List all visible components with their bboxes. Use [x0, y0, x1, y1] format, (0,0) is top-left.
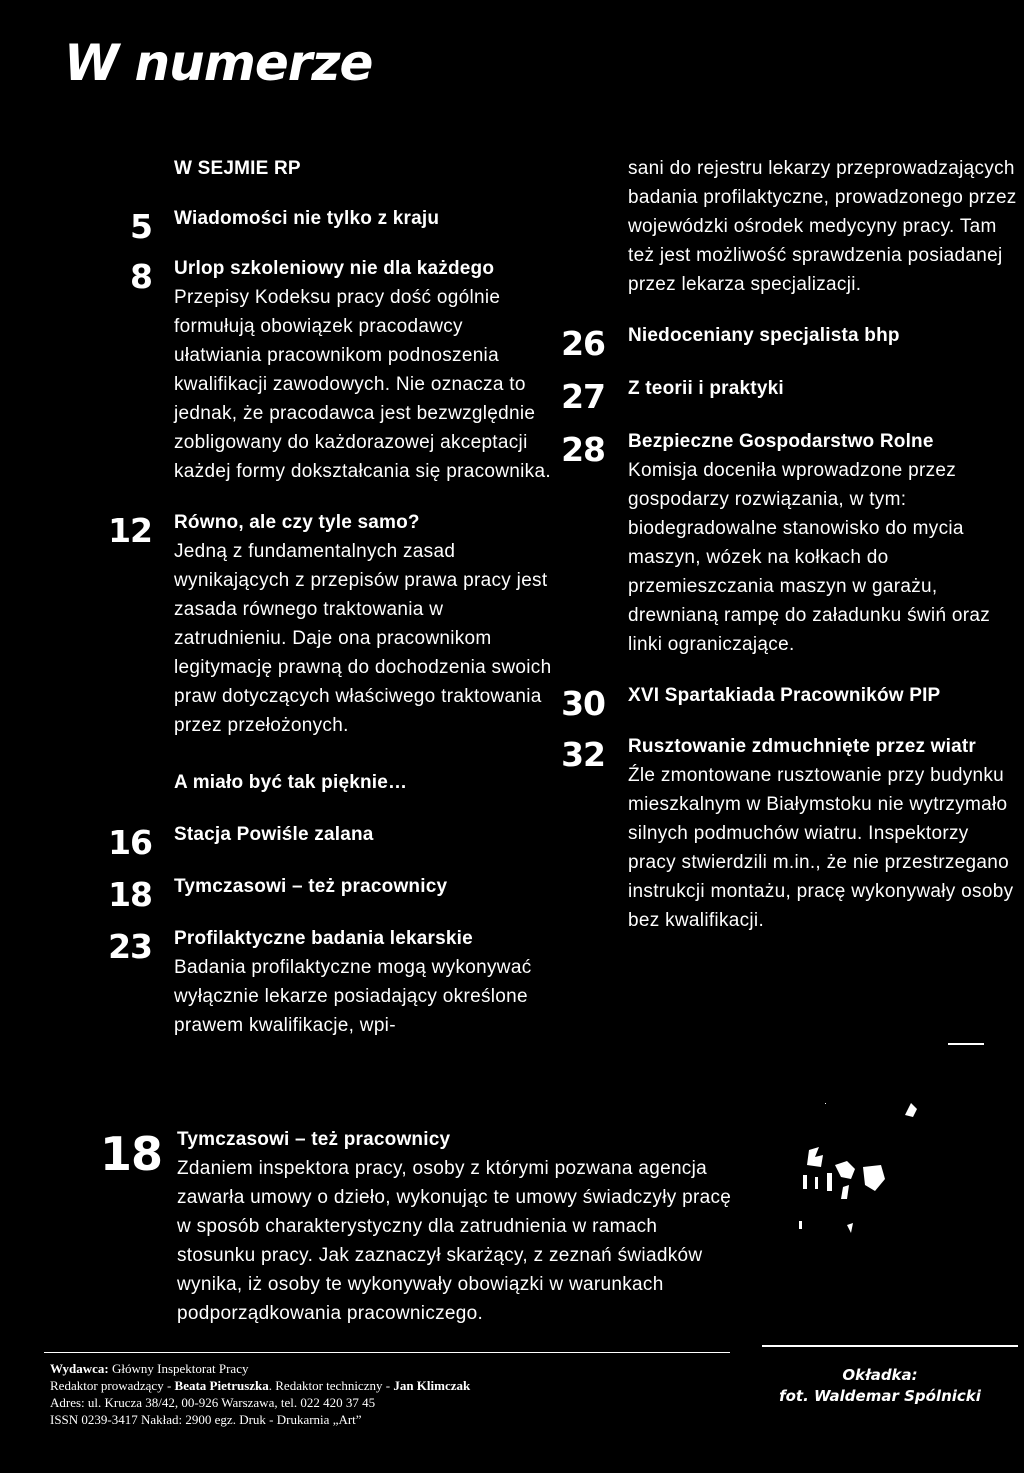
entry-title: Profilaktyczne badania lekarskie: [174, 928, 473, 949]
toc-entry[interactable]: [545, 732, 1024, 935]
entry-title: A miało być tak pięknie…: [174, 772, 408, 793]
footer-rule-right: [762, 1345, 1018, 1347]
entry-summary: Zdaniem inspektora pracy, osoby z którymi pozwana agencja zawarła umowy o dzieło, wykonując te umowy świadczyły pracę w sposób charakterystyczny dla zatrudnienia w ramach stosunku pracy. Jak zaznaczył skarżący, z zeznań świadków wynika, iż osoby te wykonywały obowiązki w warunkach podporządkowania pracowniczego.: [177, 1158, 732, 1324]
entry-title: Wiadomości nie tylko z kraju: [174, 208, 440, 229]
entry-summary: Jedną z fundamentalnych zasad wynikających z przepisów prawa pracy jest zasada równego traktowania w zatrudnieniu. Daje ona pracownikom legitymację prawną do dochodzenia swoich praw dotyczących właściwego traktowania przez przełożonych.: [174, 541, 552, 736]
toc-entry[interactable]: [0, 154, 560, 183]
page-number: 18: [108, 875, 152, 914]
page-number: 8: [130, 257, 152, 296]
toc-entry[interactable]: [545, 374, 1024, 416]
toc-entry[interactable]: [0, 820, 560, 862]
page-number: 32: [561, 735, 605, 774]
page-number: 12: [108, 511, 152, 550]
entry-title: Niedoceniany specjalista bhp: [628, 325, 900, 346]
entry-title: Stacja Powiśle zalana: [174, 824, 374, 845]
imprint-address: Adres: ul. Krucza 38/42, 00-926 Warszawa, tel. 022 420 37 45: [50, 1395, 376, 1410]
toc-entry[interactable]: [0, 508, 560, 740]
imprint-issn: ISSN 0239-3417 Nakład: 2900 egz. Druk - Drukarnia „Art”: [50, 1412, 362, 1427]
page-number: 27: [561, 377, 605, 416]
toc-entry[interactable]: [0, 872, 560, 914]
contents-left-column: [0, 154, 560, 1040]
entry-title: W SEJMIE RP: [174, 158, 301, 179]
imprint: [50, 1360, 750, 1428]
toc-entry[interactable]: [545, 321, 1024, 363]
entry-summary: Przepisy Kodeksu pracy dość ogólnie formułują obowiązek pracodawcy ułatwiania pracownikom podnoszenia kwalifikacji zawodowych. Nie oznacza to jednak, że pracodawca jest bezwzględnie zobligowany do każdorazowej akceptacji każdej formy dokształcania się pracownika.: [174, 287, 551, 482]
footer-rule-left: [44, 1352, 730, 1353]
entry-title: Tymczasowi – też pracownicy: [177, 1129, 451, 1150]
toc-entry[interactable]: [0, 768, 560, 797]
toc-entry[interactable]: [545, 427, 1024, 659]
entry-summary: Komisja doceniła wprowadzone przez gospodarzy rozwiązania, w tym: biodegradowalne stanowisko do mycia maszyn, wózek na kołkach do przemieszczania maszyn w garażu, drewnianą rampę do załadunku świń oraz linki ograniczające.: [628, 460, 991, 655]
entry-summary: Źle zmontowane rusztowanie przy budynku mieszkalnym w Białymstoku nie wytrzymało silnych podmuchów wiatru. Inspektorzy pracy stwierdzili m.in., że nie przestrzegano instrukcji montażu, pracę wykonywały osoby bez kwalifikacji.: [628, 765, 1014, 931]
entry-title: Rusztowanie zdmuchnięte przez wiatr: [628, 736, 976, 757]
toc-entry-continued: [545, 154, 1024, 299]
toc-entry[interactable]: [545, 681, 1024, 723]
cover-photo-fragment: [785, 1095, 925, 1255]
entry-summary: Badania profilaktyczne mogą wykonywać wyłącznie lekarze posiadający określone prawem kwalifikacje, wpi-: [174, 957, 532, 1036]
cover-credit: [740, 1365, 1020, 1407]
page-number: 5: [130, 207, 152, 246]
imprint-editors: Redaktor prowadzący - Beata Pietruszka. Redaktor techniczny - Jan Klimczak: [50, 1378, 471, 1393]
entry-title: Bezpieczne Gospodarstwo Rolne: [628, 431, 934, 452]
toc-entry[interactable]: [0, 204, 560, 246]
entry-title: XVI Spartakiada Pracowników PIP: [628, 685, 941, 706]
entry-title: Z teorii i praktyki: [628, 378, 784, 399]
entry-title: Równo, ale czy tyle samo?: [174, 512, 420, 533]
page-number: 28: [561, 430, 605, 469]
entry-title: Tymczasowi – też pracownicy: [174, 876, 448, 897]
page-number: 30: [561, 684, 605, 723]
cover-photographer: fot. Waldemar Spólnicki: [779, 1387, 981, 1405]
entry-title: Urlop szkoleniowy nie dla każdego: [174, 258, 495, 279]
toc-entry[interactable]: [0, 254, 560, 486]
entry-summary: sani do rejestru lekarzy przeprowadzających badania profilaktyczne, prowadzonego przez wojewódzki ośrodek medycyny pracy. Tam też jest możliwość sprawdzenia posiadanej przez lekarza specjalizacji.: [628, 158, 1017, 295]
page-number: 18: [100, 1127, 163, 1181]
page-number: 16: [108, 823, 152, 862]
imprint-publisher: Wydawca: Główny Inspektorat Pracy: [50, 1361, 249, 1376]
page-number: 26: [561, 324, 605, 363]
page-heading: W numerze: [64, 34, 373, 92]
toc-entry[interactable]: [0, 924, 560, 1040]
contents-right-column: [545, 154, 1024, 935]
decorative-dash: [948, 1043, 984, 1045]
cover-label: Okładka:: [842, 1366, 918, 1384]
page-number: 23: [108, 927, 152, 966]
